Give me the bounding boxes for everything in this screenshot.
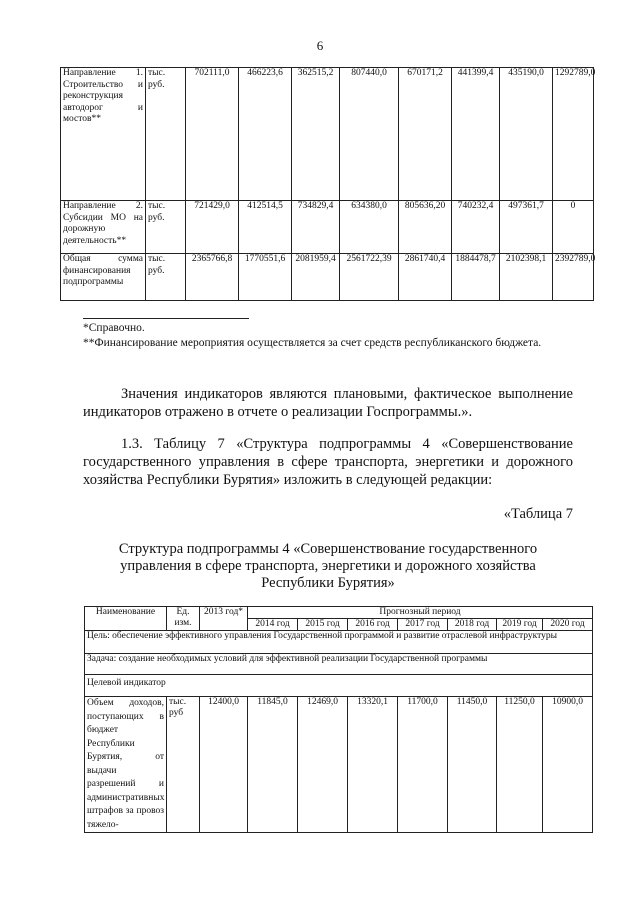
cell-value: 11250,0 bbox=[497, 697, 543, 833]
subprogram-structure-table bbox=[84, 606, 593, 833]
page-number: 6 bbox=[316, 38, 324, 53]
indicator-label-row bbox=[85, 675, 593, 697]
footnote-financing: **Финансирование мероприятия осуществляется за счет средств республиканского бюджета. bbox=[83, 337, 542, 349]
header-base-year: 2013 год* bbox=[200, 607, 248, 631]
header-year: 2015 год bbox=[298, 619, 348, 631]
header-unit: Ед. изм. bbox=[167, 607, 200, 631]
header-year: 2016 год bbox=[348, 619, 398, 631]
header-year: 2020 год bbox=[543, 619, 593, 631]
cell-value: 0 bbox=[553, 201, 594, 254]
cell-value: 805636,20 bbox=[399, 201, 452, 254]
footnote-divider bbox=[83, 318, 249, 319]
row-name: Общая сумма финансирования подпрограммы bbox=[61, 254, 146, 301]
header-row bbox=[85, 607, 593, 619]
cell-value: 807440,0 bbox=[340, 68, 399, 201]
row-name: Объем доходов, поступающих в бюджет Республики Бурятия, от выдачи разрешений и административных штрафов за провоз тяжело- bbox=[85, 697, 167, 833]
cell-value: 12400,0 bbox=[200, 697, 248, 833]
cell-value: 2365766,8 bbox=[186, 254, 239, 301]
cell-value: 11450,0 bbox=[448, 697, 497, 833]
cell-value: 13320,1 bbox=[348, 697, 398, 833]
cell-value: 11845,0 bbox=[248, 697, 298, 833]
header-forecast: Прогнозный период bbox=[248, 607, 593, 619]
cell-value: 1884478,7 bbox=[452, 254, 500, 301]
cell-value: 11700,0 bbox=[398, 697, 448, 833]
cell-value: 1770551,6 bbox=[239, 254, 292, 301]
cell-value: 435190,0 bbox=[500, 68, 553, 201]
cell-value: 734829,4 bbox=[292, 201, 340, 254]
row-unit: тыс. руб bbox=[167, 697, 200, 833]
goal-row bbox=[85, 631, 593, 654]
cell-value: 2392789,0 bbox=[553, 254, 594, 301]
table-row bbox=[61, 201, 594, 254]
row-name: Направление 1. Строительство и реконструкция автодорог и мостов** bbox=[61, 68, 146, 201]
financing-table bbox=[60, 67, 594, 301]
footnote-reference: *Справочно. bbox=[83, 322, 145, 334]
cell-value: 441399,4 bbox=[452, 68, 500, 201]
row-unit: тыс. руб. bbox=[146, 201, 186, 254]
paragraph-amendment: 1.3. Таблицу 7 «Структура подпрограммы 4 «Совершенствование государственного управления в сфере транспорта, энергетики и дорожного хозяйства Республики Бурятия» изложить в следующей редакции: bbox=[83, 436, 573, 488]
header-year: 2017 год bbox=[398, 619, 448, 631]
cell-value: 466223,6 bbox=[239, 68, 292, 201]
table-row bbox=[61, 68, 594, 201]
cell-value: 740232,4 bbox=[452, 201, 500, 254]
table-label: «Таблица 7 bbox=[503, 506, 573, 522]
cell-value: 634380,0 bbox=[340, 201, 399, 254]
cell-value: 362515,2 bbox=[292, 68, 340, 201]
cell-value: 702111,0 bbox=[186, 68, 239, 201]
cell-value: 721429,0 bbox=[186, 201, 239, 254]
task-text: Задача: создание необходимых условий для эффективной реализации Государственной программы bbox=[85, 654, 593, 675]
task-row bbox=[85, 654, 593, 675]
cell-value: 12469,0 bbox=[298, 697, 348, 833]
cell-value: 497361,7 bbox=[500, 201, 553, 254]
row-unit: тыс. руб. bbox=[146, 254, 186, 301]
row-unit: тыс. руб. bbox=[146, 68, 186, 201]
goal-text: Цель: обеспечение эффективного управления Государственной программой и развитие отраслевой инфраструктуры bbox=[85, 631, 593, 654]
header-year: 2014 год bbox=[248, 619, 298, 631]
cell-value: 2861740,4 bbox=[399, 254, 452, 301]
paragraph-indicators: Значения индикаторов являются плановыми, фактическое выполнение индикаторов отражено в отчете о реализации Госпрограммы.». bbox=[83, 386, 573, 420]
row-name: Направление 2. Субсидии МО на дорожную деятельность** bbox=[61, 201, 146, 254]
cell-value: 670171,2 bbox=[399, 68, 452, 201]
table-row bbox=[61, 254, 594, 301]
header-year: 2018 год bbox=[448, 619, 497, 631]
cell-value: 412514,5 bbox=[239, 201, 292, 254]
indicator-label: Целевой индикатор bbox=[85, 675, 593, 697]
cell-value: 2102398,1 bbox=[500, 254, 553, 301]
table-title: Структура подпрограммы 4 «Совершенствование государственного управления в сфере транспорта, энергетики и дорожного хозяйства Республики Бурятия» bbox=[118, 541, 538, 591]
cell-value: 2081959,4 bbox=[292, 254, 340, 301]
table-row bbox=[85, 697, 593, 833]
cell-value: 2561722,39 bbox=[340, 254, 399, 301]
cell-value: 1292789,0 bbox=[553, 68, 594, 201]
header-year: 2019 год bbox=[497, 619, 543, 631]
cell-value: 10900,0 bbox=[543, 697, 593, 833]
header-name: Наименование bbox=[85, 607, 167, 631]
